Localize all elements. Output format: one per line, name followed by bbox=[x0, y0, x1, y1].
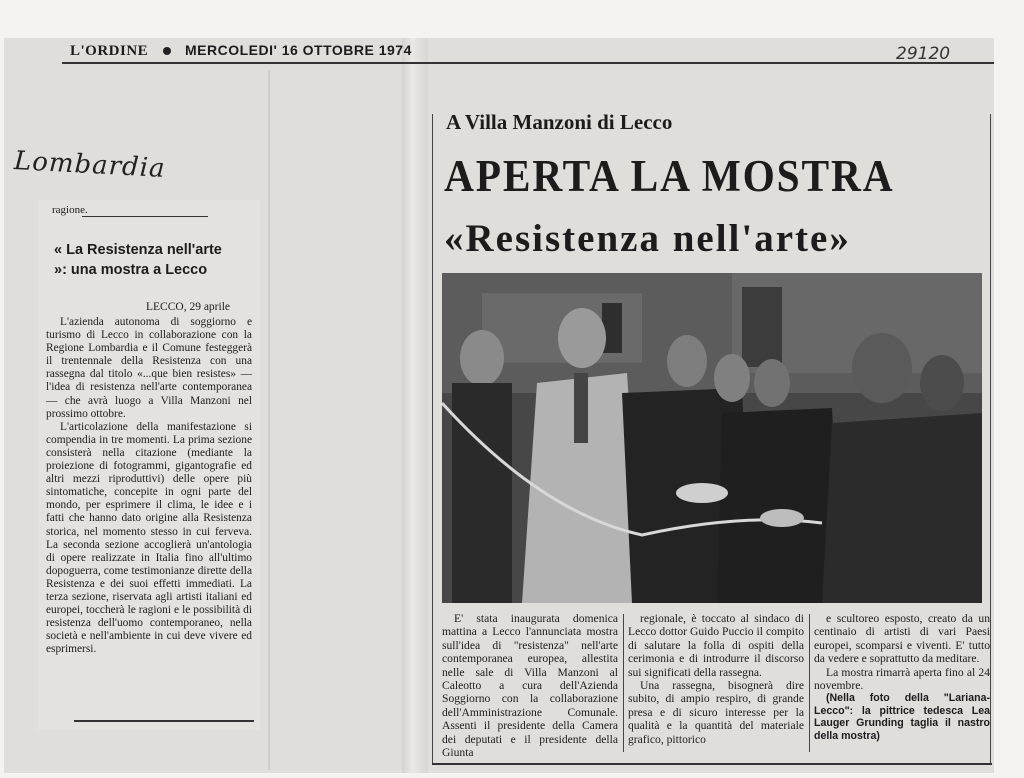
header-rule bbox=[62, 62, 994, 64]
issue-date: MERCOLEDI' 16 OTTOBRE 1974 bbox=[184, 42, 412, 58]
clipping-fragment: ragione. bbox=[52, 204, 88, 216]
article-paragraph: Una rassegna, bisognerà dire subito, di ampio respiro, di grande presa e di sicuro interesse per la qualità e la quantità del materiale grafico, pittorico bbox=[628, 679, 804, 746]
article-column-1 bbox=[442, 612, 618, 759]
handwritten-note: Lombardia bbox=[13, 146, 167, 184]
article-frame-bottom bbox=[432, 763, 992, 765]
article-kicker: A Villa Manzoni di Lecco bbox=[446, 110, 673, 134]
photo-caption: (Nella foto della "Lariana-Lecco": la pittrice tedesca Lea Lauger Grunding taglia il nastro della mostra) bbox=[814, 692, 990, 742]
headline-line-2: «Resistenza nell'arte» bbox=[444, 217, 851, 260]
clipping-dateline: LECCO, 29 aprile bbox=[146, 301, 230, 313]
paper-crease bbox=[268, 70, 270, 770]
article-column-3 bbox=[814, 612, 990, 742]
side-clipping bbox=[38, 200, 260, 730]
headline-line-1: APERTA LA MOSTRA bbox=[444, 151, 895, 201]
article-column-2 bbox=[628, 612, 804, 746]
column-rule bbox=[809, 614, 810, 752]
masthead bbox=[70, 42, 412, 60]
news-photo bbox=[442, 273, 982, 603]
article-paragraph: E' stata inaugurata domenica mattina a Lecco l'annunciata mostra sull'idea di "resistenza" nell'arte contemporanea europea, allestita nelle sale di Villa Manzoni al Caleotto a cura dell'Azienda Soggiorno con la collaborazione dell'Amministrazione Comunale. Assenti il presidente della Camera dei deputati e il presidente della Giunta bbox=[442, 612, 618, 760]
clipping-paragraph: L'articolazione della manifestazione si compendia in tre momenti. La prima sezione consisterà nella citazione (mediante la proiezione di fotogrammi, gigantografie ed altri mezzi riproduttivi) delle opere più sintomatiche, concepite in ogni parte del mondo, per esprimere il clima, le idee e i fatti che hanno dato origine alla Resistenza storica, nel momento stesso in cui ferveva. La seconda sezione accoglierà un'antologia di opere realizzate in Italia fino all'ultimo dopoguerra, come testimonianze dirette della Resistenza e dei suoi effetti immediati. La terza sezione, riservata agli artisti italiani ed europei, toccherà le ragioni e le possibilità di resistenza dell'uomo contemporaneo, nella società e nell'ambiente in cui deve vivere ed esprimersi. bbox=[46, 420, 252, 656]
main-article bbox=[432, 70, 992, 770]
article-paragraph: La mostra rimarrà aperta fino al 24 novembre. bbox=[814, 665, 990, 693]
article-frame-left bbox=[432, 114, 433, 764]
clipping-body bbox=[46, 316, 252, 656]
bullet-dot bbox=[163, 47, 171, 55]
publication-name: L'ORDINE bbox=[70, 43, 149, 59]
clipping-top-rule bbox=[82, 216, 208, 217]
archive-number: 29120 bbox=[896, 44, 951, 64]
photo-illustration bbox=[442, 273, 982, 603]
column-rule bbox=[623, 614, 624, 752]
article-frame-right bbox=[990, 114, 991, 764]
article-columns bbox=[438, 612, 990, 762]
clipping-paragraph: L'azienda autonoma di soggiorno e turismo di Lecco in collaborazione con la Regione Lombardia e il Comune festeggerà il trentennale della Resistenza con una rassegna dal titolo «...que bien resistes» — l'idea di resistenza nell'arte contemporanea — che avrà luogo a Villa Manzoni nel prossimo ottobre. bbox=[46, 316, 252, 420]
clipping-bottom-rule bbox=[74, 720, 254, 722]
page-fold bbox=[402, 38, 428, 773]
clipping-title: « La Resistenza nell'arte »: una mostra a Lecco bbox=[54, 242, 222, 278]
article-paragraph: regionale, è toccato al sindaco di Lecco dottor Guido Puccio il compito di salutare la folla di ospiti della cerimonia e di introdurre il discorso sui significati della rassegna. bbox=[628, 612, 804, 679]
article-paragraph: e scultoreo esposto, creato da un centinaio di artisti di vari Paesi europei, scomparsi e viventi. E' tutto da vedere e soprattutto da meditare. bbox=[814, 612, 990, 666]
